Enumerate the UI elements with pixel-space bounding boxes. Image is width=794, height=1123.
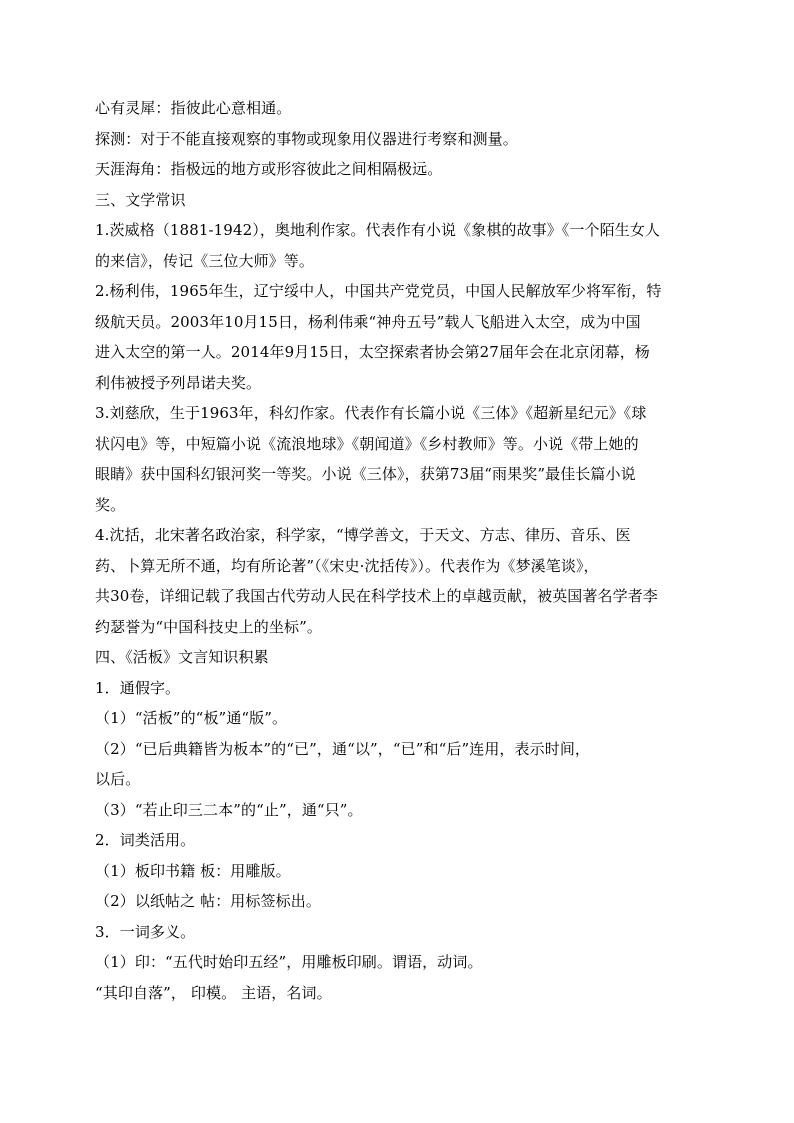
definition-line: 心有灵犀：指彼此心意相通。 — [95, 99, 292, 117]
paragraph-line: 1.茨威格（1881-1942），奥地利作家。代表作有小说《象棋的故事》《一个陌生女人 — [95, 221, 661, 239]
paragraph-line: 共30卷，详细记载了我国古代劳动人民在科学技术上的卓越贡献，被英国著名学者李 — [95, 587, 658, 605]
paragraph-line: 眼睛》获中国科幻银河奖一等奖。小说《三体》，获第73届“雨果奖”最佳长篇小说 — [95, 465, 636, 483]
section-heading: 四、《活板》文言知识积累 — [95, 648, 269, 666]
list-item: （2）“已后典籍皆为板本”的“已”，通“以”，“已”和“后”连用，表示时间， — [95, 739, 591, 758]
list-item: “其印自落”， 印模。 主语，名词。 — [95, 983, 332, 1002]
list-item: （1）印：“五代时始印五经”，用雕板印刷。谓语，动词。 — [95, 953, 483, 971]
list-item: （1）“活板”的“板”通“版”。 — [95, 709, 288, 727]
paragraph-line: 4.沈括，北宋著名政治家，科学家，“博学善文，于天文、方志、律历、音乐、医 — [95, 526, 631, 544]
list-item: （3）“若止印三二本”的“止”，通“只”。 — [95, 800, 363, 819]
paragraph-line: 药、卜算无所不通，均有所论著”（《宋史·沈括传》）。代表作为《梦溪笔谈》， — [95, 556, 599, 575]
paragraph-line: 进入太空的第一人。2014年9月15日，太空探索者协会第27届年会在北京闭幕，杨 — [95, 343, 650, 361]
subheading-line: 2．词类活用。 — [95, 831, 196, 849]
paragraph-line: 奖。 — [95, 495, 126, 514]
document-body — [95, 93, 705, 1008]
paragraph-line: 约瑟誉为“中国科技史上的坐标”。 — [95, 617, 322, 636]
paragraph-line: 级航天员。2003年10月15日，杨利伟乘“神舟五号”载人飞船进入太空，成为中国 — [95, 312, 641, 331]
paragraph-line: 2.杨利伟，1965年生，辽宁绥中人，中国共产党党员，中国人民解放军少将军衔，特 — [95, 282, 662, 300]
list-item: 以后。 — [95, 770, 141, 788]
definition-line: 探测：对于不能直接观察的事物或现象用仪器进行考察和测量。 — [95, 129, 518, 148]
section-heading: 三、文学常识 — [95, 190, 186, 209]
paragraph-line: 利伟被授予列昂诺夫奖。 — [95, 373, 262, 392]
list-item: （1）板印书籍 板：用雕版。 — [95, 861, 291, 880]
paragraph-line: 状闪电》等，中短篇小说《流浪地球》《朝闻道》《乡村教师》等。小说《带上她的 — [95, 434, 639, 453]
list-item: （2）以纸帖之 帖：用标签标出。 — [95, 892, 321, 910]
subheading-line: 1．通假字。 — [95, 678, 181, 697]
paragraph-line: 3.刘慈欣，生于1963年，科幻作家。代表作有长篇小说《三体》《超新星纪元》《球 — [95, 404, 647, 422]
paragraph-line: 的来信》，传记《三位大师》等。 — [95, 251, 315, 270]
subheading-line: 3．一词多义。 — [95, 922, 196, 941]
definition-line: 天涯海角：指极远的地方或形容彼此之间相隔极远。 — [95, 160, 443, 178]
